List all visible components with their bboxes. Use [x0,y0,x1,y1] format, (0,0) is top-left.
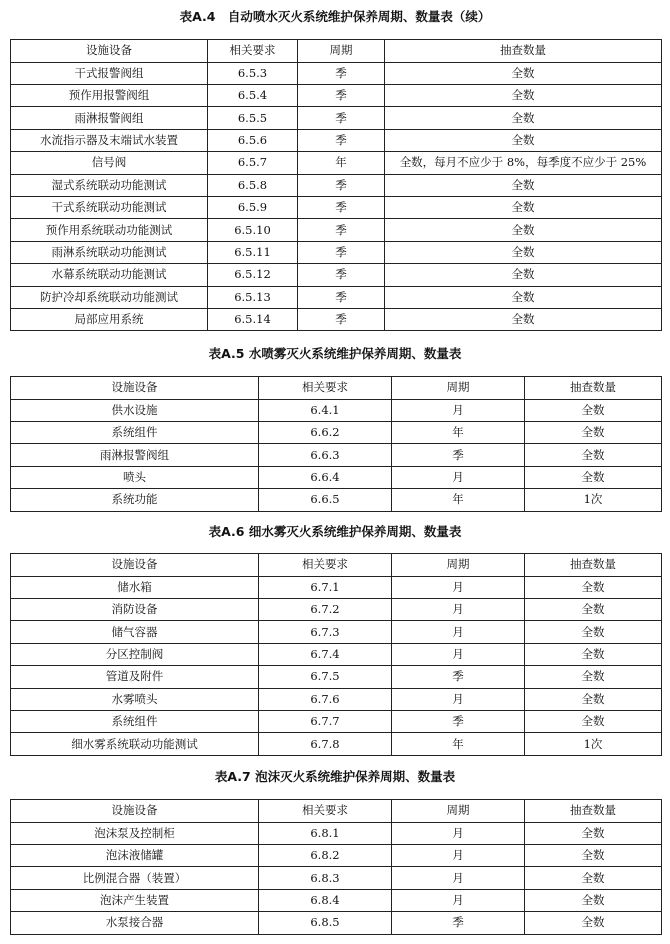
table-cell: 1次 [525,489,662,511]
table-row [11,822,662,844]
table-row [11,889,662,911]
table-row [11,576,662,598]
table-cell: 全数 [385,308,662,330]
table-cell: 全数 [385,107,662,129]
table-row [11,466,662,488]
table-cell: 信号阀 [11,152,208,174]
table-cell: 管道及附件 [11,666,259,688]
table-header-row [11,554,662,577]
table-row [11,643,662,665]
table-cell: 全数 [385,264,662,286]
table-cell: 季 [392,912,525,934]
table-cell: 全数 [385,241,662,263]
table-cell: 全数 [525,643,662,665]
table-cell: 系统组件 [11,710,259,732]
table-cell: 月 [392,621,525,643]
table-row [11,399,662,421]
table-row [11,666,662,688]
table-cell: 月 [392,466,525,488]
table-a5-title: 表A.5 水喷雾灭火系统维护保养周期、数量表 [208,346,462,361]
column-header: 抽查数量 [525,554,662,577]
table-cell: 季 [298,107,385,129]
table-cell: 6.5.11 [208,241,298,263]
table-cell: 雨淋报警阀组 [11,107,208,129]
table-row [11,174,662,196]
table-row [11,421,662,443]
table-cell: 防护冷却系统联动功能测试 [11,286,208,308]
table-row [11,844,662,866]
table-cell: 全数 [525,912,662,934]
table-cell: 6.7.6 [259,688,392,710]
table-row [11,688,662,710]
table-cell: 雨淋报警阀组 [11,444,259,466]
column-header: 相关要求 [208,40,298,63]
table-row [11,264,662,286]
table-cell: 全数 [525,466,662,488]
table-cell: 年 [392,733,525,755]
table-cell: 6.7.3 [259,621,392,643]
table-row [11,152,662,174]
table-cell: 月 [392,822,525,844]
table-cell: 湿式系统联动功能测试 [11,174,208,196]
table-row [11,710,662,732]
table-cell: 干式系统联动功能测试 [11,196,208,218]
table-cell: 比例混合器（装置） [11,867,259,889]
table-cell: 6.5.7 [208,152,298,174]
table-row [11,621,662,643]
table-cell: 全数 [385,286,662,308]
table-cell: 季 [298,174,385,196]
table-cell: 局部应用系统 [11,308,208,330]
table-cell: 细水雾系统联动功能测试 [11,733,259,755]
table-cell: 水流指示器及末端试水装置 [11,129,208,151]
table-cell: 月 [392,598,525,620]
column-header: 周期 [392,377,525,400]
table-row [11,912,662,934]
table-cell: 全数 [525,444,662,466]
table-a4 [10,39,662,331]
column-header: 周期 [298,40,385,63]
table-cell: 季 [392,444,525,466]
table-cell: 系统功能 [11,489,259,511]
column-header: 周期 [392,800,525,823]
table-row [11,308,662,330]
table-cell: 全数 [525,666,662,688]
table-cell: 6.5.6 [208,129,298,151]
table-cell: 6.6.2 [259,421,392,443]
table-cell: 6.7.8 [259,733,392,755]
table-cell: 6.7.1 [259,576,392,598]
column-header: 设施设备 [11,377,259,400]
table-cell: 6.4.1 [259,399,392,421]
table-a4-title: 表A.4 自动喷水灭火系统维护保养周期、数量表（续） [179,9,491,24]
table-row [11,489,662,511]
table-cell: 季 [298,286,385,308]
table-cell: 全数 [525,867,662,889]
table-cell: 全数 [525,688,662,710]
table-cell: 预作用系统联动功能测试 [11,219,208,241]
column-header: 抽查数量 [525,800,662,823]
table-cell: 6.5.14 [208,308,298,330]
table-cell: 季 [298,219,385,241]
column-header: 设施设备 [11,554,259,577]
table-a6-title: 表A.6 细水雾灭火系统维护保养周期、数量表 [208,524,462,539]
table-cell: 储气容器 [11,621,259,643]
table-cell: 全数 [525,844,662,866]
table-cell: 全数 [385,174,662,196]
table-row [11,129,662,151]
table-cell: 喷头 [11,466,259,488]
table-cell: 6.8.5 [259,912,392,934]
table-cell: 水幕系统联动功能测试 [11,264,208,286]
table-cell: 月 [392,643,525,665]
table-cell: 季 [298,129,385,151]
column-header: 相关要求 [259,377,392,400]
column-header: 相关要求 [259,554,392,577]
table-cell: 6.5.8 [208,174,298,196]
table-a6 [10,553,662,756]
table-a7 [10,799,662,935]
table-cell: 6.5.10 [208,219,298,241]
table-cell: 6.7.5 [259,666,392,688]
table-cell: 全数 [385,219,662,241]
table-cell: 全数 [385,129,662,151]
table-cell: 年 [392,421,525,443]
table-cell: 6.7.4 [259,643,392,665]
table-cell: 季 [392,666,525,688]
table-cell: 6.5.13 [208,286,298,308]
table-cell: 月 [392,399,525,421]
table-row [11,241,662,263]
table-cell: 全数，每月不应少于 8%，每季度不应少于 25% [385,152,662,174]
table-cell: 消防设备 [11,598,259,620]
table-row [11,196,662,218]
table-row [11,733,662,755]
column-header: 相关要求 [259,800,392,823]
table-cell: 季 [392,710,525,732]
table-a5 [10,376,662,512]
table-cell: 季 [298,308,385,330]
column-header: 设施设备 [11,40,208,63]
table-cell: 水泵接合器 [11,912,259,934]
table-cell: 6.8.1 [259,822,392,844]
table-cell: 全数 [525,889,662,911]
table-cell: 全数 [385,196,662,218]
column-header: 周期 [392,554,525,577]
table-header-row [11,377,662,400]
table-cell: 6.5.12 [208,264,298,286]
table-row [11,62,662,84]
table-row [11,84,662,106]
column-header: 抽查数量 [385,40,662,63]
table-cell: 季 [298,264,385,286]
table-cell: 6.5.4 [208,84,298,106]
table-cell: 月 [392,889,525,911]
table-cell: 全数 [525,399,662,421]
table-cell: 6.6.4 [259,466,392,488]
table-row [11,286,662,308]
table-cell: 季 [298,241,385,263]
column-header: 设施设备 [11,800,259,823]
table-cell: 供水设施 [11,399,259,421]
table-cell: 分区控制阀 [11,643,259,665]
table-row [11,219,662,241]
table-cell: 季 [298,62,385,84]
table-cell: 6.7.7 [259,710,392,732]
table-cell: 年 [392,489,525,511]
table-cell: 雨淋系统联动功能测试 [11,241,208,263]
table-cell: 全数 [385,62,662,84]
table-cell: 1次 [525,733,662,755]
table-cell: 月 [392,576,525,598]
table-cell: 水雾喷头 [11,688,259,710]
table-row [11,107,662,129]
table-cell: 泡沫泵及控制柜 [11,822,259,844]
table-cell: 预作用报警阀组 [11,84,208,106]
table-cell: 月 [392,844,525,866]
table-cell: 全数 [525,822,662,844]
column-header: 抽查数量 [525,377,662,400]
table-header-row [11,800,662,823]
table-cell: 月 [392,867,525,889]
table-cell: 泡沫产生装置 [11,889,259,911]
table-cell: 6.8.3 [259,867,392,889]
table-cell: 6.8.4 [259,889,392,911]
table-header-row [11,40,662,63]
table-cell: 6.6.5 [259,489,392,511]
table-cell: 季 [298,196,385,218]
table-cell: 6.6.3 [259,444,392,466]
table-a7-title: 表A.7 泡沫灭火系统维护保养周期、数量表 [214,769,456,784]
table-row [11,444,662,466]
table-cell: 全数 [525,621,662,643]
table-row [11,867,662,889]
table-cell: 全数 [525,421,662,443]
table-cell: 6.8.2 [259,844,392,866]
table-cell: 储水箱 [11,576,259,598]
table-cell: 全数 [385,84,662,106]
table-cell: 年 [298,152,385,174]
table-cell: 系统组件 [11,421,259,443]
table-cell: 全数 [525,710,662,732]
table-cell: 泡沫液储罐 [11,844,259,866]
table-cell: 月 [392,688,525,710]
table-cell: 6.7.2 [259,598,392,620]
table-row [11,598,662,620]
table-cell: 干式报警阀组 [11,62,208,84]
table-cell: 6.5.5 [208,107,298,129]
table-cell: 季 [298,84,385,106]
table-cell: 6.5.3 [208,62,298,84]
table-cell: 全数 [525,598,662,620]
table-cell: 6.5.9 [208,196,298,218]
table-cell: 全数 [525,576,662,598]
